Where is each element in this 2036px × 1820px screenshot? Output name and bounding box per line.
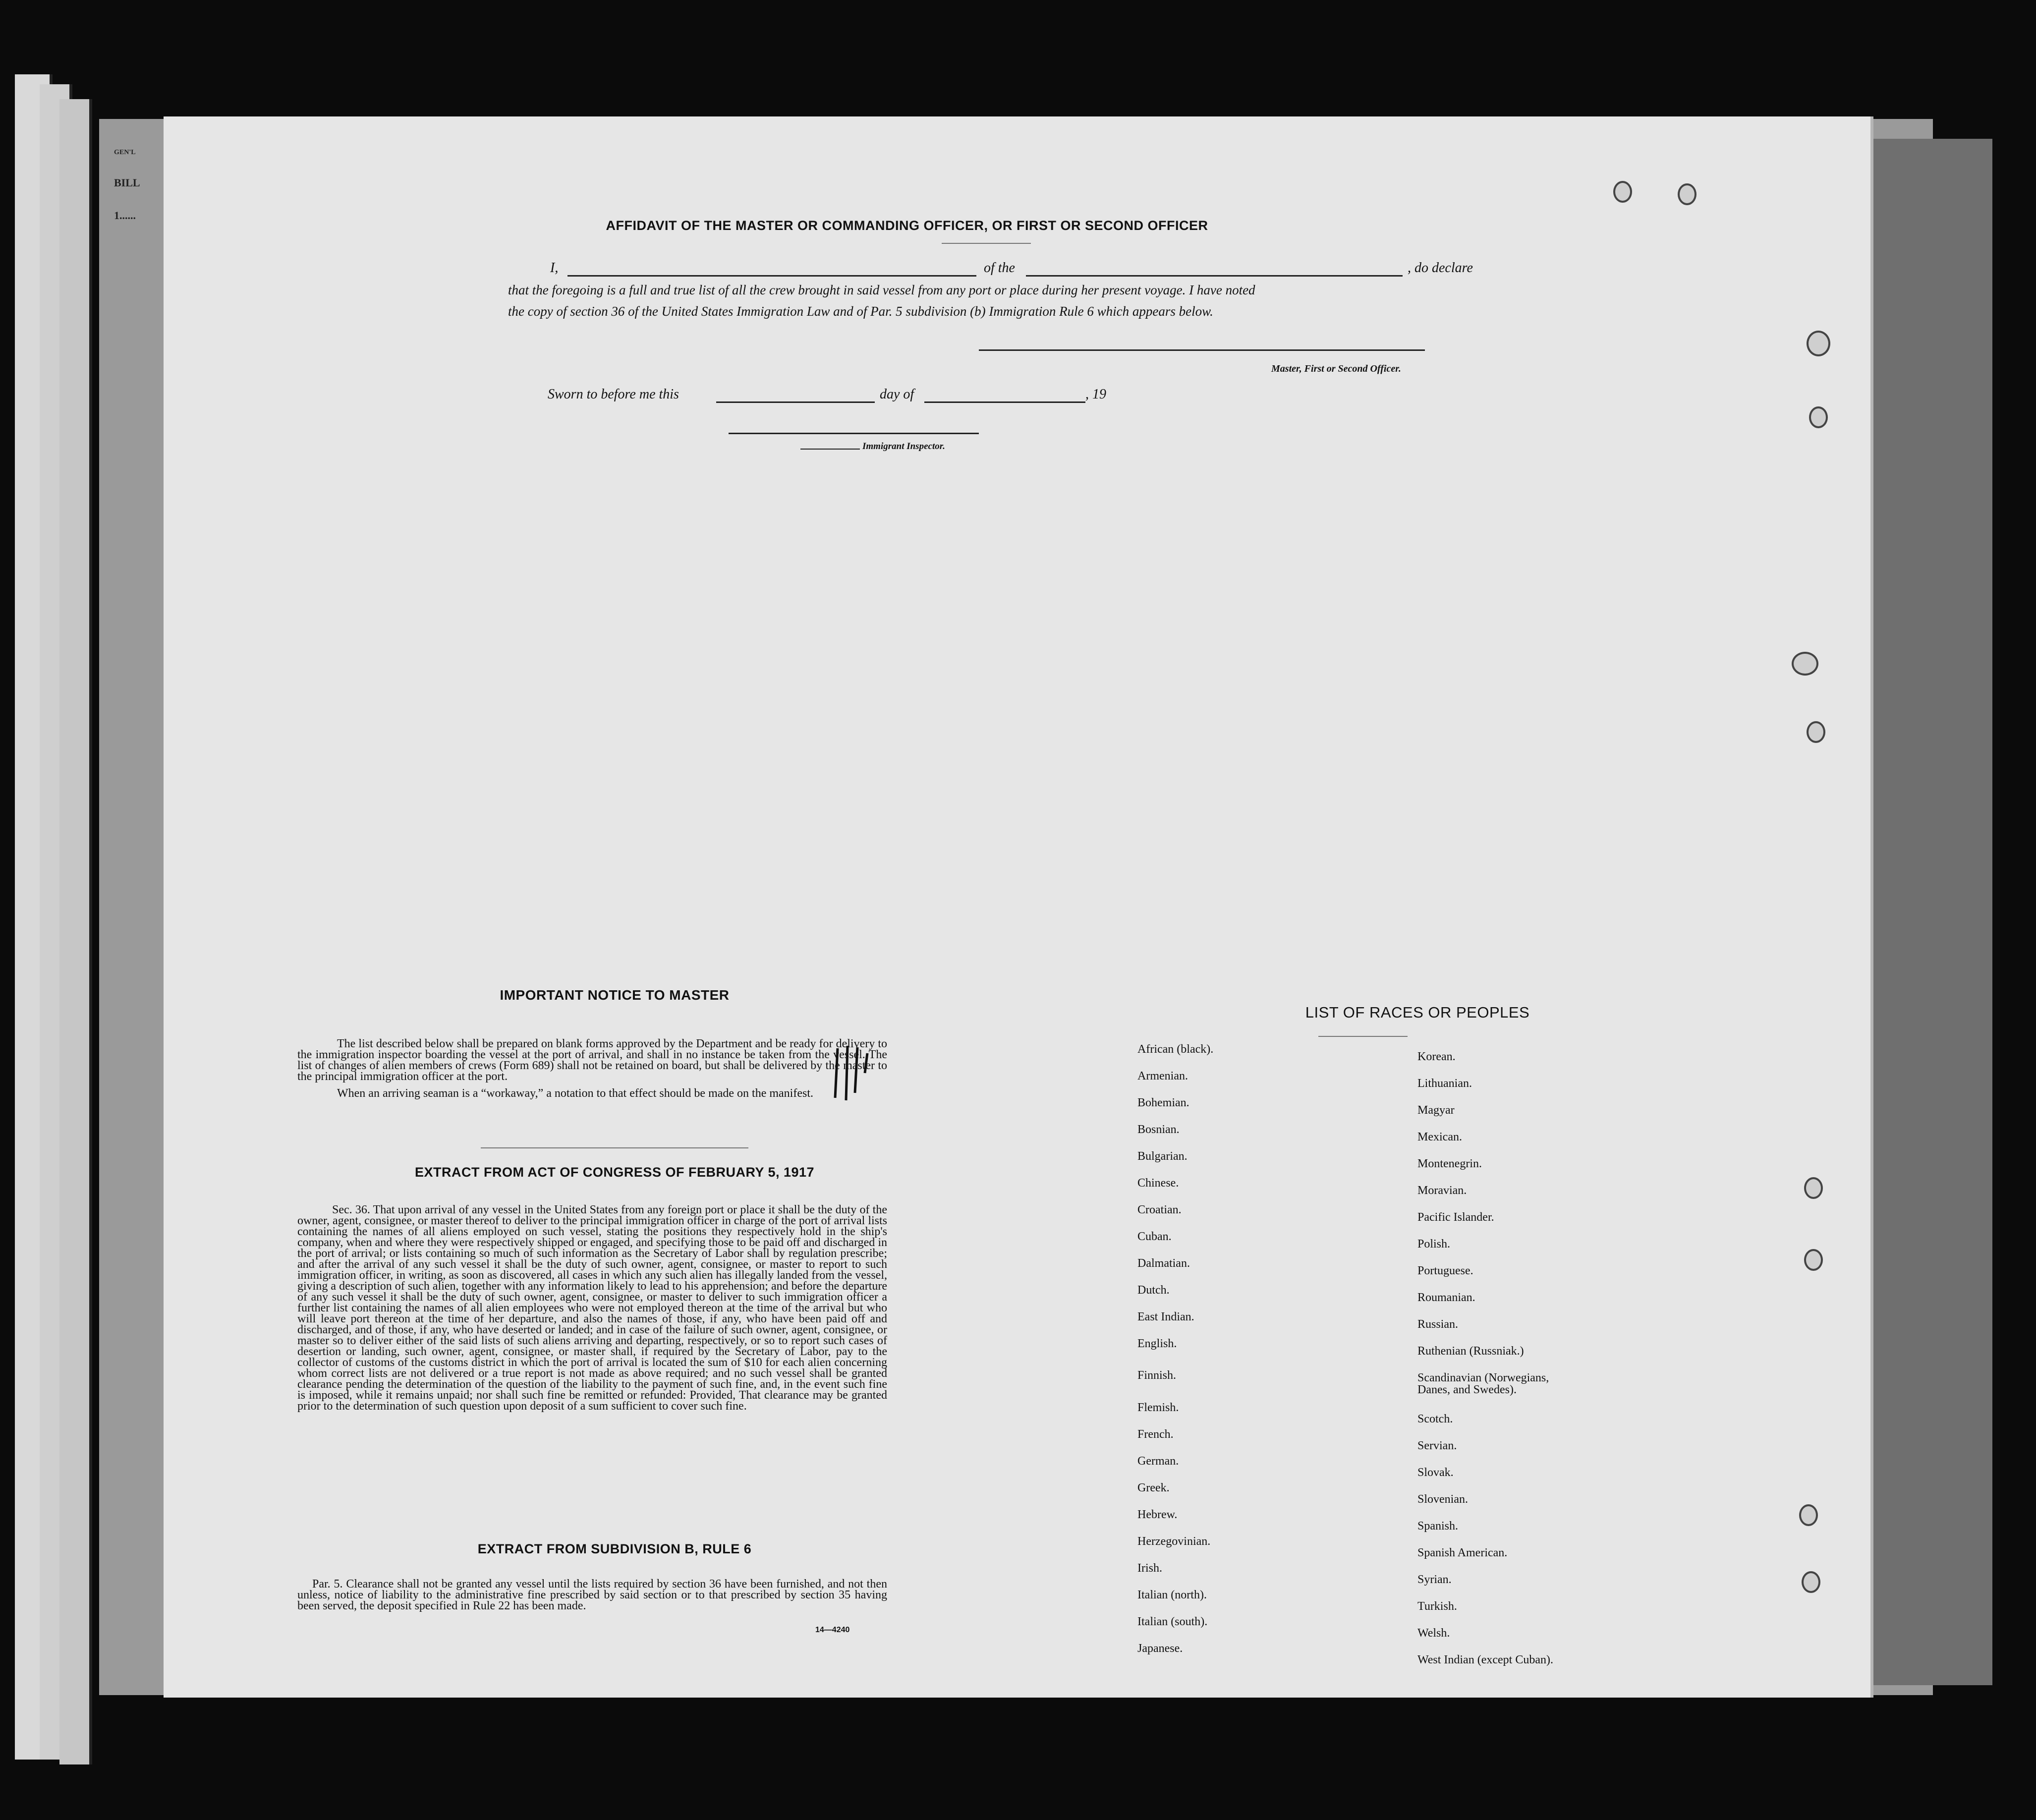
- race-item: Greek.: [1137, 1481, 1170, 1494]
- race-item: Armenian.: [1137, 1070, 1188, 1082]
- race-item: Dutch.: [1137, 1284, 1170, 1297]
- affidavit-of-the: of the: [984, 260, 1015, 276]
- affidavit-title: AFFIDAVIT OF THE MASTER OR COMMANDING OFFICER, OR FIRST OR SECOND OFFICER: [606, 218, 1208, 233]
- extract2-paragraph: Par. 5. Clearance shall not be granted any vessel until the lists required by section 36 have been furnished, and not then unless, notice of liability to the administrative fine prescribed by said section or to that prescribed by section 35 having been served, the deposit specified in Rule 22 has been made.: [297, 1578, 887, 1612]
- race-item: Bohemian.: [1137, 1096, 1189, 1109]
- race-item: Herzegovinian.: [1137, 1535, 1211, 1548]
- race-item: Italian (south).: [1137, 1615, 1208, 1628]
- race-item: Dalmatian.: [1137, 1257, 1190, 1270]
- sworn-line: [548, 387, 1142, 406]
- binder-hole-icon: [1804, 1249, 1823, 1271]
- race-item: German.: [1137, 1455, 1179, 1468]
- race-item: Roumanian.: [1417, 1291, 1475, 1304]
- race-item: Cuban.: [1137, 1230, 1172, 1243]
- binder-hole-icon: [1809, 406, 1828, 428]
- binder-hole-icon: [1807, 331, 1830, 356]
- race-item: Bulgarian.: [1137, 1150, 1188, 1163]
- stub-line: GEN'L: [114, 149, 136, 156]
- race-item: Scandinavian (Norwegians, Danes, and Swedes).: [1417, 1371, 1549, 1396]
- extract1-title: EXTRACT FROM ACT OF CONGRESS OF FEBRUARY 5, 1917: [414, 1165, 815, 1180]
- race-item: Scotch.: [1417, 1413, 1453, 1425]
- race-item: Flemish.: [1137, 1401, 1179, 1414]
- stub-line: 1......: [114, 209, 136, 222]
- notice-body: [297, 1038, 887, 1105]
- extract1-paragraph: Sec. 36. That upon arrival of any vessel in the United States from any foreign port or place it shall be the duty of the owner, agent, consignee, or master thereof to deliver to the principal immigration officer in charge of the port of arrival lists containing the names of all aliens employed on such vessel, stating the positions they respectively hold in the ship's company, when and where they were respectively shipped or engaged, and specifying those to be paid off and discharged in the port of arrival; or lists containing so much of such information as the Secretary of Labor shall by regulation prescribe; and after the arrival of any such vessel it shall be the duty of such owner, agent, consignee, or master to report to such immigration officer, in writing, as soon as discovered, all cases in which any such alien has illegally landed from the vessel, giving a description of such alien, together with any information likely to lead to his apprehension; and before the departure of any such vessel it shall be the duty of such owner, agent, consignee, or master to deliver to such immigration officer a further list containing the names of all alien employees who were not employed thereon at the time of the arrival but who will leave port thereon at the time of her departure, and also the names of those, if any, who have been paid off and discharged, and of those, if any, who have deserted or landed; and in case of the failure of such owner, agent, consignee, or master so to deliver either of the said lists of such aliens arriving and departing, respectively, or so to report such cases of desertion or landing, such owner, agent, consignee, or master shall, if required by the Secretary of Labor, pay to the collector of customs of the customs district in which the port of arrival is located the sum of $10 for each alien concerning whom correct lists are not delivered or a true report is not made as above required; and no such vessel shall be granted clearance pending the determination of the question of the liability to the payment of such fine, and, in the event such fine is imposed, while it remains unpaid; nor shall such fine be remitted or refunded: Provided, That clearance may be granted prior to the determination of such question upon deposit of a sum sufficient to cover such fine.: [297, 1203, 887, 1413]
- race-item: Lithuanian.: [1417, 1077, 1472, 1090]
- race-item: Ruthenian (Russniak.): [1417, 1345, 1524, 1358]
- race-item: Irish.: [1137, 1562, 1162, 1575]
- notice-paragraph: The list described below shall be prepared on blank forms approved by the Department and be ready for delivery to the immigration inspector boarding the vessel at the port of arrival, and shall in no instance be taken from the vessel. The list of changes of alien members of crews (Form 689) shall not be retained on board, but shall be delivered by the master to the principal immigration officer at the port.: [297, 1037, 887, 1083]
- race-item: Hebrew.: [1137, 1508, 1178, 1521]
- extract2-title: EXTRACT FROM SUBDIVISION B, RULE 6: [477, 1541, 752, 1556]
- race-item: Slovak.: [1417, 1466, 1454, 1479]
- affidavit-line-1: [550, 260, 1631, 280]
- race-item: French.: [1137, 1428, 1174, 1441]
- race-item: West Indian (except Cuban).: [1417, 1653, 1553, 1666]
- sworn-label: Sworn to before me this: [548, 387, 679, 402]
- binder-hole-icon: [1613, 181, 1632, 203]
- race-item: African (black).: [1137, 1043, 1214, 1056]
- race-item: Russian.: [1417, 1318, 1459, 1331]
- master-signature-line[interactable]: [979, 349, 1425, 351]
- race-item: Pacific Islander.: [1417, 1211, 1494, 1224]
- binder-hole-icon: [1804, 1177, 1823, 1199]
- year-label: , 19: [1085, 387, 1106, 402]
- binder-hole-icon: [1678, 183, 1697, 205]
- race-item: Portuguese.: [1417, 1264, 1473, 1277]
- notice-title: IMPORTANT NOTICE TO MASTER: [500, 987, 730, 1003]
- race-item: Bosnian.: [1137, 1123, 1180, 1136]
- race-item: Turkish.: [1417, 1600, 1457, 1613]
- notice-paragraph: When an arriving seaman is a “workaway,” a notation to that effect should be made on the manifest.: [337, 1087, 813, 1100]
- day-of-label: day of: [880, 387, 914, 402]
- form-number: 14—4240: [815, 1626, 850, 1634]
- affidavit-i-label: I,: [550, 260, 559, 276]
- vessel-blank[interactable]: [1026, 275, 1403, 277]
- page-edge: [59, 99, 92, 1764]
- race-item: English.: [1137, 1337, 1177, 1350]
- inspector-signature-line[interactable]: [729, 433, 979, 434]
- race-item: Slovenian.: [1417, 1493, 1468, 1506]
- affidavit-line-2: that the foregoing is a full and true list of all the crew brought in said vessel from any port or place during her present voyage. I have noted: [508, 283, 1255, 297]
- manifest-page: [164, 116, 1873, 1698]
- race-item: Spanish.: [1417, 1520, 1459, 1533]
- race-item: Croatian.: [1137, 1203, 1182, 1216]
- affidavit-line-3: the copy of section 36 of the United States Immigration Law and of Par. 5 subdivision (b) Immigration Rule 6 which appears below.: [508, 304, 1213, 319]
- race-item: Spanish American.: [1417, 1546, 1508, 1559]
- binder-hole-icon: [1802, 1571, 1820, 1593]
- name-blank[interactable]: [567, 275, 976, 277]
- back-page-right: [1873, 139, 1992, 1685]
- month-blank[interactable]: [924, 401, 1085, 403]
- stub-line: BILL: [114, 176, 140, 189]
- binder-hole-icon: [1807, 721, 1825, 743]
- extract2-body: [297, 1579, 887, 1617]
- race-item: Polish.: [1417, 1238, 1451, 1251]
- race-item: Mexican.: [1417, 1131, 1462, 1143]
- race-item: Montenegrin.: [1417, 1157, 1482, 1170]
- inspector-label: Immigrant Inspector.: [862, 441, 945, 452]
- race-item: Italian (north).: [1137, 1589, 1207, 1601]
- extract1-body: [297, 1204, 887, 1418]
- binder-hole-icon: [1799, 1504, 1818, 1526]
- race-item: Syrian.: [1417, 1573, 1452, 1586]
- race-item: Japanese.: [1137, 1642, 1183, 1655]
- race-item: Welsh.: [1417, 1627, 1450, 1640]
- race-item: Finnish.: [1137, 1369, 1177, 1382]
- divider: [1318, 1036, 1408, 1037]
- divider: [481, 1147, 748, 1148]
- affidavit-do-declare: , do declare: [1408, 260, 1473, 276]
- divider: [942, 243, 1031, 244]
- race-item: Chinese.: [1137, 1177, 1179, 1190]
- race-item: Servian.: [1417, 1439, 1457, 1452]
- race-item: East Indian.: [1137, 1310, 1194, 1323]
- race-item: Moravian.: [1417, 1184, 1467, 1197]
- races-title: LIST OF RACES OR PEOPLES: [1305, 1004, 1530, 1021]
- binder-hole-icon: [1792, 652, 1818, 676]
- day-blank[interactable]: [716, 401, 875, 403]
- inspector-short-line: [800, 449, 860, 450]
- master-signature-label: Master, First or Second Officer.: [1271, 363, 1401, 374]
- race-item: Magyar: [1417, 1104, 1455, 1117]
- race-item: Korean.: [1417, 1050, 1456, 1063]
